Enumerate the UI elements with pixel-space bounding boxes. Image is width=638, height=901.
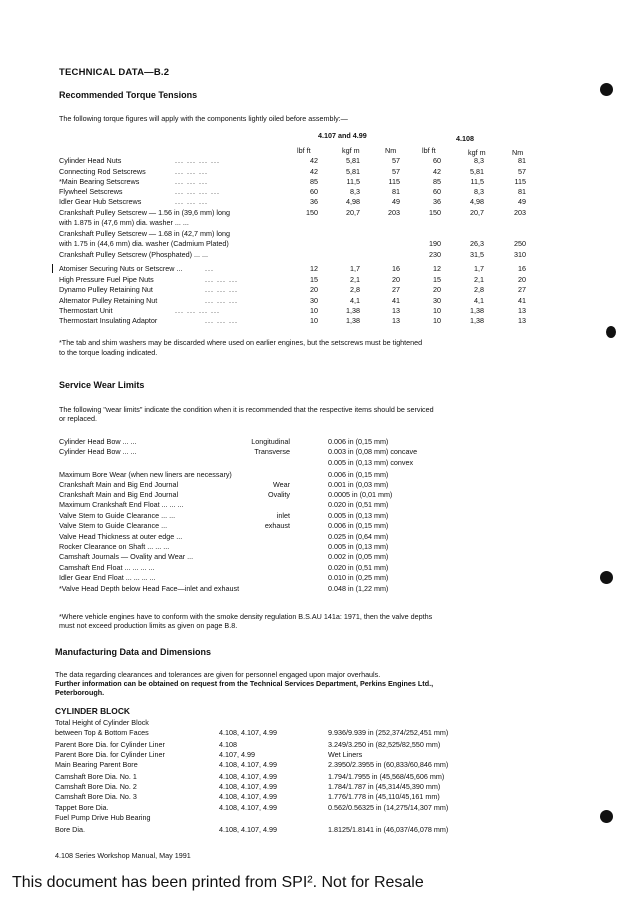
torque-row-label: Atomiser Securing Nuts or Setscrew ... xyxy=(59,264,183,273)
wear-row-label: Camshaft End Float ... ... ... ... xyxy=(59,563,155,572)
torque-row-label: with 1.875 in (47,6 mm) dia. washer ... ... xyxy=(59,218,189,227)
wear-row-label: Valve Head Thickness at outer edge ... xyxy=(59,532,183,541)
watermark-note: This document has been printed from SPI². Not for Resale xyxy=(12,874,424,891)
torque-cell: 2,1 xyxy=(474,275,484,284)
wear-row-qualifier: Transverse xyxy=(254,447,290,456)
wear-row-value: 0.006 in (0,15 mm) xyxy=(328,437,389,446)
block-row-label: Camshaft Bore Dia. No. 3 xyxy=(55,792,137,801)
unit-header: kgf m xyxy=(468,148,486,157)
torque-cell: 60 xyxy=(433,156,441,165)
torque-row-leader: ... ... ... xyxy=(205,275,238,284)
block-row-value: 0.562/0.56325 in (14,275/14,307 mm) xyxy=(328,803,449,812)
torque-cell: 1,38 xyxy=(470,316,484,325)
torque-cell: 13 xyxy=(392,316,400,325)
torque-cell: 42 xyxy=(310,156,318,165)
torque-cell: 36 xyxy=(310,197,318,206)
torque-cell: 20 xyxy=(392,275,400,284)
wear-row-label: Cylinder Head Bow ... ... xyxy=(59,437,137,446)
torque-cell: 49 xyxy=(518,197,526,206)
torque-cell: 4,1 xyxy=(474,296,484,305)
change-bar xyxy=(52,264,53,273)
torque-row-leader: ... ... ... xyxy=(175,197,208,206)
wear-intro-line-2: or replaced. xyxy=(59,414,97,423)
punch-hole-lower-mid xyxy=(600,571,613,584)
unit-header: Nm xyxy=(512,148,524,157)
torque-cell: 81 xyxy=(392,187,400,196)
wear-row-value: 0.025 in (0,64 mm) xyxy=(328,532,389,541)
torque-group-2: 4.108 xyxy=(456,134,474,143)
torque-cell: 20,7 xyxy=(346,208,360,217)
wear-row-qualifier: Wear xyxy=(272,480,290,489)
torque-row-label: Connecting Rod Setscrews xyxy=(59,167,146,176)
torque-cell: 81 xyxy=(518,187,526,196)
torque-row-label: Thermostart Insulating Adaptor xyxy=(59,316,158,325)
torque-cell: 13 xyxy=(518,316,526,325)
torque-cell: 20 xyxy=(518,275,526,284)
torque-footnote-line-1: *The tab and shim washers may be discarded where used on earlier engines, but the setscrews must be tightened xyxy=(59,338,423,347)
torque-cell: 41 xyxy=(518,296,526,305)
torque-cell: 2,8 xyxy=(350,285,360,294)
wear-row-value: 0.010 in (0,25 mm) xyxy=(328,573,389,582)
punch-hole-bottom xyxy=(600,810,613,823)
block-row-value: 9.936/9.939 in (252,374/252,451 mm) xyxy=(328,728,449,737)
block-row-models: 4.108, 4.107, 4.99 xyxy=(219,772,277,781)
torque-cell: 190 xyxy=(429,239,441,248)
torque-cell: 310 xyxy=(514,250,526,259)
wear-row-value: 0.020 in (0,51 mm) xyxy=(328,500,389,509)
torque-cell: 42 xyxy=(310,167,318,176)
block-row-models: 4.107, 4.99 xyxy=(219,750,255,759)
torque-cell: 12 xyxy=(433,264,441,273)
wear-row-qualifier: Ovality xyxy=(268,490,290,499)
torque-cell: 27 xyxy=(518,285,526,294)
wear-row-label: Crankshaft Main and Big End Journal xyxy=(59,480,179,489)
torque-cell: 8,3 xyxy=(474,187,484,196)
torque-cell: 15 xyxy=(433,275,441,284)
torque-cell: 4,98 xyxy=(346,197,360,206)
torque-cell: 5,81 xyxy=(470,167,484,176)
wear-row-qualifier: inlet xyxy=(276,511,290,520)
wear-row-value: 0.006 in (0,15 mm) xyxy=(328,521,389,530)
torque-cell: 115 xyxy=(514,177,526,186)
torque-cell: 60 xyxy=(433,187,441,196)
wear-row-value: 0.005 in (0,13 mm) convex xyxy=(328,458,414,467)
torque-row-leader: ... ... ... ... xyxy=(175,156,220,165)
unit-header: lbf ft xyxy=(422,146,436,155)
torque-row-label: Crankshaft Pulley Setscrew (Phosphated) ... ... xyxy=(59,250,209,259)
torque-cell: 42 xyxy=(433,167,441,176)
torque-cell: 20 xyxy=(433,285,441,294)
torque-cell: 57 xyxy=(392,167,400,176)
wear-row-qualifier: exhaust xyxy=(264,521,290,530)
wear-intro-line-1: The following "wear limits" indicate the condition when it is recommended that the respective items should be serviced xyxy=(59,405,434,414)
block-row-label: Bore Dia. xyxy=(55,825,85,834)
wear-row-value: 0.048 in (1,22 mm) xyxy=(328,584,389,593)
torque-row-leader: ... ... ... ... xyxy=(175,187,220,196)
torque-row-label: High Pressure Fuel Pipe Nuts xyxy=(59,275,154,284)
block-row-value: 1.784/1.787 in (45,314/45,390 mm) xyxy=(328,782,441,791)
wear-row-value: 0.006 in (0,15 mm) xyxy=(328,470,389,479)
block-row-label: between Top & Bottom Faces xyxy=(55,728,149,737)
torque-row-label: Flywheel Setscrews xyxy=(59,187,123,196)
torque-row-leader: ... xyxy=(205,264,214,273)
block-row-value: 2.3950/2.3955 in (60,833/60,846 mm) xyxy=(328,760,449,769)
torque-cell: 5,81 xyxy=(346,156,360,165)
torque-cell: 20,7 xyxy=(470,208,484,217)
torque-row-label: Crankshaft Pulley Setscrew — 1.56 in (39,6 mm) long xyxy=(59,208,230,217)
block-row-models: 4.108, 4.107, 4.99 xyxy=(219,782,277,791)
wear-row-value: 0.005 in (0,13 mm) xyxy=(328,542,389,551)
block-row-models: 4.108, 4.107, 4.99 xyxy=(219,792,277,801)
torque-cell: 57 xyxy=(392,156,400,165)
torque-row-leader: ... ... ... xyxy=(205,296,238,305)
torque-cell: 4,98 xyxy=(470,197,484,206)
torque-cell: 30 xyxy=(433,296,441,305)
torque-row-label: *Main Bearing Setscrews xyxy=(59,177,140,186)
punch-hole-upper-mid xyxy=(606,326,616,338)
torque-cell: 60 xyxy=(310,187,318,196)
torque-cell: 30 xyxy=(310,296,318,305)
torque-row-leader: ... ... ... ... xyxy=(175,306,220,315)
wear-row-label: Crankshaft Main and Big End Journal xyxy=(59,490,179,499)
torque-cell: 1,7 xyxy=(474,264,484,273)
torque-cell: 16 xyxy=(518,264,526,273)
torque-row-label: Crankshaft Pulley Setscrew — 1.68 in (42,7 mm) long xyxy=(59,229,230,238)
torque-cell: 4,1 xyxy=(350,296,360,305)
wear-row-value: 0.001 in (0,03 mm) xyxy=(328,480,389,489)
torque-cell: 2,8 xyxy=(474,285,484,294)
torque-cell: 11,5 xyxy=(346,177,360,186)
mfg-intro: The data regarding clearances and tolerances are given for personnel engaged upon major overhauls. xyxy=(55,670,381,679)
torque-cell: 150 xyxy=(429,208,441,217)
torque-cell: 12 xyxy=(310,264,318,273)
torque-cell: 1,38 xyxy=(346,306,360,315)
torque-cell: 5,81 xyxy=(346,167,360,176)
section-title: TECHNICAL DATA—B.2 xyxy=(59,67,170,78)
block-row-value: 1.776/1.778 in (45,110/45,161 mm) xyxy=(328,792,440,801)
block-row-label: Main Bearing Parent Bore xyxy=(55,760,138,769)
torque-row-leader: ... ... ... xyxy=(175,167,208,176)
torque-cell: 57 xyxy=(518,167,526,176)
wear-row-label: Maximum Bore Wear (when new liners are necessary) xyxy=(59,470,232,479)
wear-row-label: Idler Gear End Float ... ... ... ... xyxy=(59,573,156,582)
torque-cell: 250 xyxy=(514,239,526,248)
torque-row-label: Thermostart Unit xyxy=(59,306,113,315)
unit-header: kgf m xyxy=(342,146,360,155)
torque-cell: 13 xyxy=(518,306,526,315)
wear-footnote-line-2: must not exceed production limits as given on page B.8. xyxy=(59,621,238,630)
torque-cell: 16 xyxy=(392,264,400,273)
torque-row-leader: ... ... ... xyxy=(175,177,208,186)
torque-cell: 13 xyxy=(392,306,400,315)
wear-row-label: *Valve Head Depth below Head Face—inlet and exhaust xyxy=(59,584,240,593)
torque-row-label: Dynamo Pulley Retaining Nut xyxy=(59,285,153,294)
torque-cell: 81 xyxy=(518,156,526,165)
wear-row-value: 0.003 in (0,08 mm) concave xyxy=(328,447,418,456)
torque-cell: 10 xyxy=(433,306,441,315)
block-row-models: 4.108, 4.107, 4.99 xyxy=(219,825,277,834)
wear-row-value: 0.005 in (0,13 mm) xyxy=(328,511,389,520)
torque-cell: 115 xyxy=(388,177,400,186)
torque-row-leader: ... ... ... xyxy=(205,316,238,325)
wear-row-label: Camshaft Journals — Ovality and Wear ... xyxy=(59,552,194,561)
block-row-value: Wet Liners xyxy=(328,750,363,759)
wear-row-label: Cylinder Head Bow ... ... xyxy=(59,447,137,456)
mfg-further-line-2: Peterborough. xyxy=(55,688,105,697)
torque-cell: 230 xyxy=(429,250,441,259)
torque-cell: 11,5 xyxy=(470,177,484,186)
block-row-label: Camshaft Bore Dia. No. 2 xyxy=(55,782,137,791)
block-row-models: 4.108 xyxy=(219,740,237,749)
torque-cell: 2,1 xyxy=(350,275,360,284)
block-row-label: Camshaft Bore Dia. No. 1 xyxy=(55,772,137,781)
wear-row-label: Maximum Crankshaft End Float ... ... ... xyxy=(59,500,184,509)
torque-row-label: with 1.75 in (44,6 mm) dia. washer (Cadmium Plated) xyxy=(59,239,229,248)
torque-row-label: Cylinder Head Nuts xyxy=(59,156,122,165)
punch-hole-top xyxy=(600,83,613,96)
unit-header: lbf ft xyxy=(297,146,311,155)
torque-row-leader: ... ... ... xyxy=(205,285,238,294)
wear-row-label: Valve Stem to Guide Clearance ... ... xyxy=(59,511,176,520)
block-row-models: 4.108, 4.107, 4.99 xyxy=(219,760,277,769)
wear-row-value: 0.020 in (0,51 mm) xyxy=(328,563,389,572)
torque-cell: 1,38 xyxy=(346,316,360,325)
block-row-label: Parent Bore Dia. for Cylinder Liner xyxy=(55,740,165,749)
torque-cell: 26,3 xyxy=(470,239,484,248)
mfg-further-line-1: Further information can be obtained on request from the Technical Services Department, Perkins Engines Ltd., xyxy=(55,679,434,688)
block-row-value: 3.249/3.250 in (82,525/82,550 mm) xyxy=(328,740,441,749)
torque-cell: 49 xyxy=(392,197,400,206)
torque-cell: 27 xyxy=(392,285,400,294)
torque-cell: 15 xyxy=(310,275,318,284)
block-row-value: 1.794/1.7955 in (45,568/45,606 mm) xyxy=(328,772,445,781)
block-row-label: Fuel Pump Drive Hub Bearing xyxy=(55,813,151,822)
block-row-label: Tappet Bore Dia. xyxy=(55,803,109,812)
torque-cell: 203 xyxy=(514,208,526,217)
torque-cell: 203 xyxy=(388,208,400,217)
block-row-label: Parent Bore Dia. for Cylinder Liner xyxy=(55,750,165,759)
cylinder-block-heading: CYLINDER BLOCK xyxy=(55,706,130,716)
block-row-value: 1.8125/1.8141 in (46,037/46,078 mm) xyxy=(328,825,449,834)
torque-cell: 85 xyxy=(433,177,441,186)
wear-row-value: 0.002 in (0,05 mm) xyxy=(328,552,389,561)
unit-header: Nm xyxy=(385,146,397,155)
block-row-models: 4.108, 4.107, 4.99 xyxy=(219,803,277,812)
torque-cell: 10 xyxy=(310,306,318,315)
torque-row-label: Idler Gear Hub Setscrews xyxy=(59,197,142,206)
torque-cell: 31,5 xyxy=(470,250,484,259)
torque-intro: The following torque figures will apply with the components lightly oiled before assembly:— xyxy=(59,114,348,123)
torque-cell: 20 xyxy=(310,285,318,294)
torque-cell: 1,7 xyxy=(350,264,360,273)
torque-cell: 36 xyxy=(433,197,441,206)
torque-group-1: 4.107 and 4.99 xyxy=(318,131,367,140)
block-row-models: 4.108, 4.107, 4.99 xyxy=(219,728,277,737)
torque-cell: 85 xyxy=(310,177,318,186)
wear-row-qualifier: Longitudinal xyxy=(251,437,290,446)
torque-cell: 10 xyxy=(310,316,318,325)
torque-cell: 1,38 xyxy=(470,306,484,315)
wear-heading: Service Wear Limits xyxy=(59,380,145,390)
page-footer: 4.108 Series Workshop Manual, May 1991 xyxy=(55,851,191,860)
torque-cell: 8,3 xyxy=(350,187,360,196)
wear-row-value: 0.0005 in (0,01 mm) xyxy=(328,490,393,499)
torque-footnote-line-2: to the torque loading indicated. xyxy=(59,348,158,357)
block-row-label: Total Height of Cylinder Block xyxy=(55,718,149,727)
torque-cell: 8,3 xyxy=(474,156,484,165)
torque-row-label: Alternator Pulley Retaining Nut xyxy=(59,296,158,305)
torque-cell: 150 xyxy=(306,208,318,217)
wear-footnote-line-1: *Where vehicle engines have to conform with the smoke density regulation B.S.AU 141a: 1971, then the valve depths xyxy=(59,612,433,621)
torque-cell: 41 xyxy=(392,296,400,305)
wear-row-label: Rocker Clearance on Shaft ... ... ... xyxy=(59,542,170,551)
wear-row-label: Valve Stem to Guide Clearance ... xyxy=(59,521,168,530)
torque-cell: 10 xyxy=(433,316,441,325)
torque-heading: Recommended Torque Tensions xyxy=(59,90,198,100)
mfg-heading: Manufacturing Data and Dimensions xyxy=(55,647,212,657)
